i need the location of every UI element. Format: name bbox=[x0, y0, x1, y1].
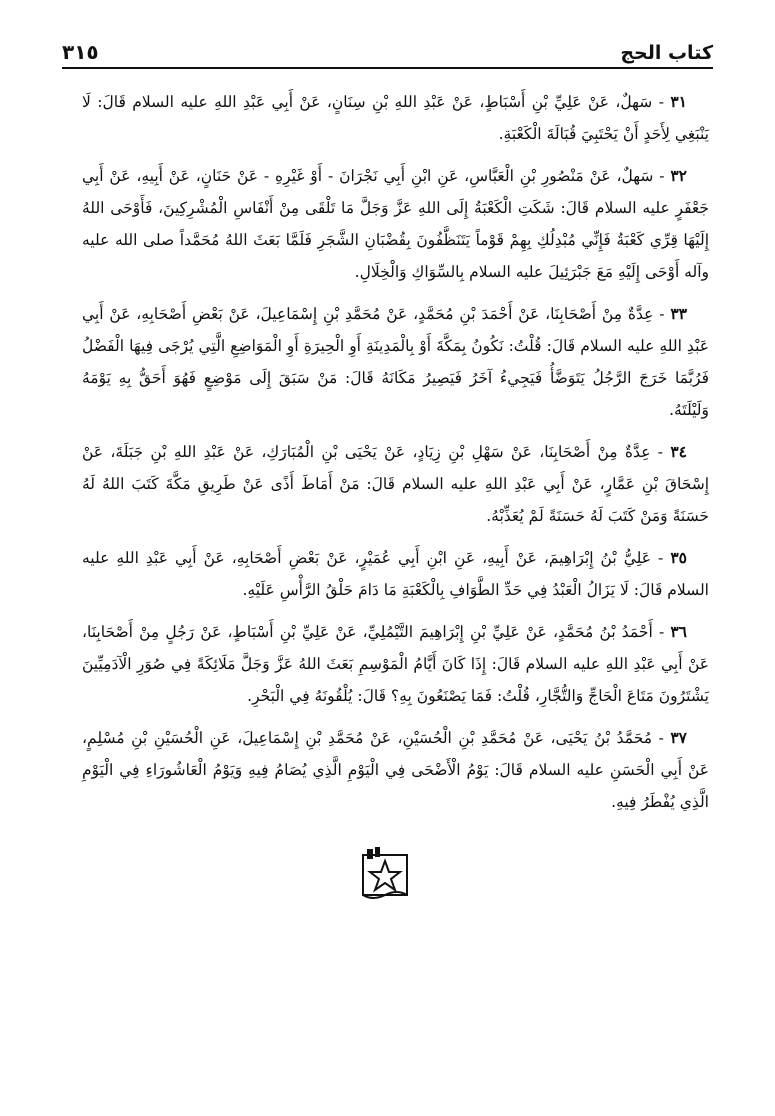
hadith-paragraph: ٣٧ - مُحَمَّدُ بْنُ يَحْيَى، عَنْ مُحَمَّدِ بْنِ الْحُسَيْنِ، عَنْ مُحَمَّدِ بْنِ إِسْمَاعِيلَ، عَنِ الْحُسَيْنِ بْنِ مُسْلِمٍ، عَنْ أَبِي الْحَسَنِ عليه السلام قَالَ: يَوْمُ الْأَضْحَى فِي الْيَوْمِ الَّذِي يُصَامُ فِيهِ وَيَوْمُ الْعَاشُورَاءِ فِي الْيَوْمِ الَّذِي يُفْطَرُ فِيهِ. bbox=[82, 728, 709, 811]
hadith-number: ٣٧ bbox=[670, 728, 687, 747]
hadith-number: ٣٥ bbox=[670, 548, 687, 567]
hadith-number: ٣٤ bbox=[670, 442, 688, 461]
hadith-body: عِدَّةٌ مِنْ أَصْحَابِنَا، عَنْ سَهْلِ بْنِ زِيَادٍ، عَنْ يَحْيَى بْنِ الْمُبَارَكِ، عَنْ عَبْدِ اللهِ بْنِ جَبَلَةَ، عَنْ إِسْحَاقَ بْنِ عَمَّارٍ، عَنْ أَبِي عَبْدِ اللهِ عليه السلام قَالَ: مَنْ أَمَاطَ أَذًى عَنْ طَرِيقِ مَكَّةَ كَتَبَ اللهُ لَهُ حَسَنَةً وَمَنْ كَتَبَ لَهُ حَسَنَةً لَمْ يُعَذِّبْهُ. bbox=[82, 443, 709, 525]
page-header bbox=[62, 30, 713, 64]
page-number: ٣١٥ bbox=[62, 40, 99, 64]
hadith-body: أَحْمَدُ بْنُ مُحَمَّدٍ، عَنْ عَلِيِّ بْنِ إِبْرَاهِيمَ التَّيْمُلِيِّ، عَنْ عَلِيِّ بْنِ أَسْبَاطٍ، عَنْ رَجُلٍ مِنْ أَصْحَابِنَا، عَنْ أَبِي عَبْدِ اللهِ عليه السلام قَالَ: إِذَا كَانَ أَيَّامُ الْمَوْسِمِ بَعَثَ اللهُ عَزَّ وَجَلَّ مَلَائِكَةً فِي صُوَرِ الْآدَمِيِّينَ يَشْتَرُونَ مَتَاعَ الْحَاجِّ وَالتُّجَّارِ، قُلْتُ: فَمَا يَصْنَعُونَ بِهِ؟ قَالَ: يُلْقُونَهُ فِي الْبَحْرِ. bbox=[82, 623, 709, 705]
hadith-body: عِدَّةٌ مِنْ أَصْحَابِنَا، عَنْ أَحْمَدَ بْنِ مُحَمَّدٍ، عَنْ مُحَمَّدِ بْنِ إِسْمَاعِيلَ، عَنْ بَعْضِ أَصْحَابِهِ، عَنْ أَبِي عَبْدِ اللهِ عليه السلام قَالَ: قُلْتُ: نَكُونُ بِمَكَّةَ أَوْ بِالْمَدِينَةِ أَوِ الْحِيرَةِ أَوِ الْمَوَاضِعِ الَّتِي يُرْجَى فِيهَا الْفَضْلُ فَرُبَّمَا خَرَجَ الرَّجُلُ يَتَوَضَّأُ فَيَجِيءُ آخَرُ فَيَصِيرُ مَكَانَهُ قَالَ: مَنْ سَبَقَ إِلَى مَوْضِعٍ فَهُوَ أَحَقُّ بِهِ يَوْمَهُ وَلَيْلَتَهُ. bbox=[82, 305, 709, 419]
hadith-paragraph: ٣٣ - عِدَّةٌ مِنْ أَصْحَابِنَا، عَنْ أَحْمَدَ بْنِ مُحَمَّدٍ، عَنْ مُحَمَّدِ بْنِ إِسْمَاعِيلَ، عَنْ بَعْضِ أَصْحَابِهِ، عَنْ أَبِي عَبْدِ اللهِ عليه السلام قَالَ: قُلْتُ: نَكُونُ بِمَكَّةَ أَوْ بِالْمَدِينَةِ أَوِ الْحِيرَةِ أَوِ الْمَوَاضِعِ الَّتِي يُرْجَى فِيهَا الْفَضْلُ فَرُبَّمَا خَرَجَ الرَّجُلُ يَتَوَضَّأُ فَيَجِيءُ آخَرُ فَيَصِيرُ مَكَانَهُ قَالَ: مَنْ سَبَقَ إِلَى مَوْضِعٍ فَهُوَ أَحَقُّ بِهِ يَوْمَهُ وَلَيْلَتَهُ. bbox=[82, 304, 709, 419]
hadith-number: ٣١ bbox=[670, 92, 688, 111]
hadith-paragraph: ٣٤ - عِدَّةٌ مِنْ أَصْحَابِنَا، عَنْ سَهْلِ بْنِ زِيَادٍ، عَنْ يَحْيَى بْنِ الْمُبَارَكِ، عَنْ عَبْدِ اللهِ بْنِ جَبَلَةَ، عَنْ إِسْحَاقَ بْنِ عَمَّارٍ، عَنْ أَبِي عَبْدِ اللهِ عليه السلام قَالَ: مَنْ أَمَاطَ أَذًى عَنْ طَرِيقِ مَكَّةَ كَتَبَ اللهُ لَهُ حَسَنَةً وَمَنْ كَتَبَ لَهُ حَسَنَةً لَمْ يُعَذِّبْهُ. bbox=[82, 442, 709, 525]
hadith-body: سَهلٌ، عَنْ عَلِيِّ بْنِ أَسْبَاطٍ، عَنْ عَبْدِ اللهِ بْنِ سِنَانٍ، عَنْ أَبِي عَبْدِ اللهِ عليه السلام قَالَ: لَا يَنْبَغِي لِأَحَدٍ أَنْ يَحْتَبِيَ قُبَالَةَ الْكَعْبَةِ. bbox=[82, 93, 709, 143]
hadith-paragraph: ٣٦ - أَحْمَدُ بْنُ مُحَمَّدٍ، عَنْ عَلِيِّ بْنِ إِبْرَاهِيمَ التَّيْمُلِيِّ، عَنْ عَلِيِّ بْنِ أَسْبَاطٍ، عَنْ رَجُلٍ مِنْ أَصْحَابِنَا، عَنْ أَبِي عَبْدِ اللهِ عليه السلام قَالَ: إِذَا كَانَ أَيَّامُ الْمَوْسِمِ بَعَثَ اللهُ عَزَّ وَجَلَّ مَلَائِكَةً فِي صُوَرِ الْآدَمِيِّينَ يَشْتَرُونَ مَتَاعَ الْحَاجِّ وَالتُّجَّارِ، قُلْتُ: فَمَا يَصْنَعُونَ بِهِ؟ قَالَ: يُلْقُونَهُ فِي الْبَحْرِ. bbox=[82, 622, 709, 705]
hadith-body: عَلِيُّ بْنُ إِبْرَاهِيمَ، عَنْ أَبِيهِ، عَنِ ابْنِ أَبِي عُمَيْرٍ، عَنْ بَعْضِ أَصْحَابِهِ، عَنْ أَبِي عَبْدِ اللهِ عليه السلام قَالَ: لَا يَزَالُ الْعَبْدُ فِي حَدِّ الطَّوَافِ بِالْكَعْبَةِ مَا دَامَ حَلْقُ الرَّأْسِ عَلَيْهِ. bbox=[82, 549, 709, 599]
hadith-paragraph: ٣٢ - سَهلٌ، عَنْ مَنْصُورِ بْنِ الْعَبَّاسِ، عَنِ ابْنِ أَبِي نَجْرَانَ - أَوْ غَيْرِهِ - عَنْ حَنَانٍ، عَنْ أَبِيهِ، عَنْ أَبِي جَعْفَرٍ عليه السلام قَالَ: شَكَتِ الْكَعْبَةُ إِلَى اللهِ عَزَّ وَجَلَّ مَا تَلْقَى مِنْ أَنْفَاسِ الْمُشْرِكِينَ، فَأَوْحَى اللهُ إِلَيْهَا قِرِّي كَعْبَةُ فَإِنِّي مُبْدِلُكِ بِهِمْ قَوْماً يَتَنَظَّفُونَ بِقُضْبَانِ الشَّجَرِ فَلَمَّا بَعَثَ اللهُ مُحَمَّداً صلى الله عليه وآله أَوْحَى إِلَيْهِ مَعَ جَبْرَئِيلَ عليه السلام بِالسِّوَاكِ وَالْخِلَالِ. bbox=[82, 166, 709, 281]
hadith-number: ٣٢ bbox=[670, 166, 687, 185]
hadith-paragraph: ٣٥ - عَلِيُّ بْنُ إِبْرَاهِيمَ، عَنْ أَبِيهِ، عَنِ ابْنِ أَبِي عُمَيْرٍ، عَنْ بَعْضِ أَصْحَابِهِ، عَنْ أَبِي عَبْدِ اللهِ عليه السلام قَالَ: لَا يَزَالُ الْعَبْدُ فِي حَدِّ الطَّوَافِ بِالْكَعْبَةِ مَا دَامَ حَلْقُ الرَّأْسِ عَلَيْهِ. bbox=[82, 548, 709, 599]
hadith-number: ٣٦ bbox=[670, 622, 687, 641]
end-ornament-icon bbox=[355, 845, 415, 905]
book-title: كتاب الحج bbox=[620, 42, 713, 64]
hadith-paragraph: ٣١ - سَهلٌ، عَنْ عَلِيِّ بْنِ أَسْبَاطٍ، عَنْ عَبْدِ اللهِ بْنِ سِنَانٍ، عَنْ أَبِي عَبْدِ اللهِ عليه السلام قَالَ: لَا يَنْبَغِي لِأَحَدٍ أَنْ يَحْتَبِيَ قُبَالَةَ الْكَعْبَةِ. bbox=[82, 92, 709, 143]
header-rule bbox=[62, 67, 713, 69]
hadith-body: سَهلٌ، عَنْ مَنْصُورِ بْنِ الْعَبَّاسِ، عَنِ ابْنِ أَبِي نَجْرَانَ - أَوْ غَيْرِهِ - عَنْ حَنَانٍ، عَنْ أَبِيهِ، عَنْ أَبِي جَعْفَرٍ عليه السلام قَالَ: شَكَتِ الْكَعْبَةُ إِلَى اللهِ عَزَّ وَجَلَّ مَا تَلْقَى مِنْ أَنْفَاسِ الْمُشْرِكِينَ، فَأَوْحَى اللهُ إِلَيْهَا قِرِّي كَعْبَةُ فَإِنِّي مُبْدِلُكِ بِهِمْ قَوْماً يَتَنَظَّفُونَ بِقُضْبَانِ الشَّجَرِ فَلَمَّا بَعَثَ اللهُ مُحَمَّداً صلى الله عليه وآله أَوْحَى إِلَيْهِ مَعَ جَبْرَئِيلَ عليه السلام بِالسِّوَاكِ وَالْخِلَالِ. bbox=[82, 167, 709, 281]
hadith-number: ٣٣ bbox=[670, 304, 687, 323]
hadith-body: مُحَمَّدُ بْنُ يَحْيَى، عَنْ مُحَمَّدِ بْنِ الْحُسَيْنِ، عَنْ مُحَمَّدِ بْنِ إِسْمَاعِيلَ، عَنِ الْحُسَيْنِ بْنِ مُسْلِمٍ، عَنْ أَبِي الْحَسَنِ عليه السلام قَالَ: يَوْمُ الْأَضْحَى فِي الْيَوْمِ الَّذِي يُصَامُ فِيهِ وَيَوْمُ الْعَاشُورَاءِ فِي الْيَوْمِ الَّذِي يُفْطَرُ فِيهِ. bbox=[82, 729, 709, 811]
hadith-text bbox=[82, 86, 709, 828]
